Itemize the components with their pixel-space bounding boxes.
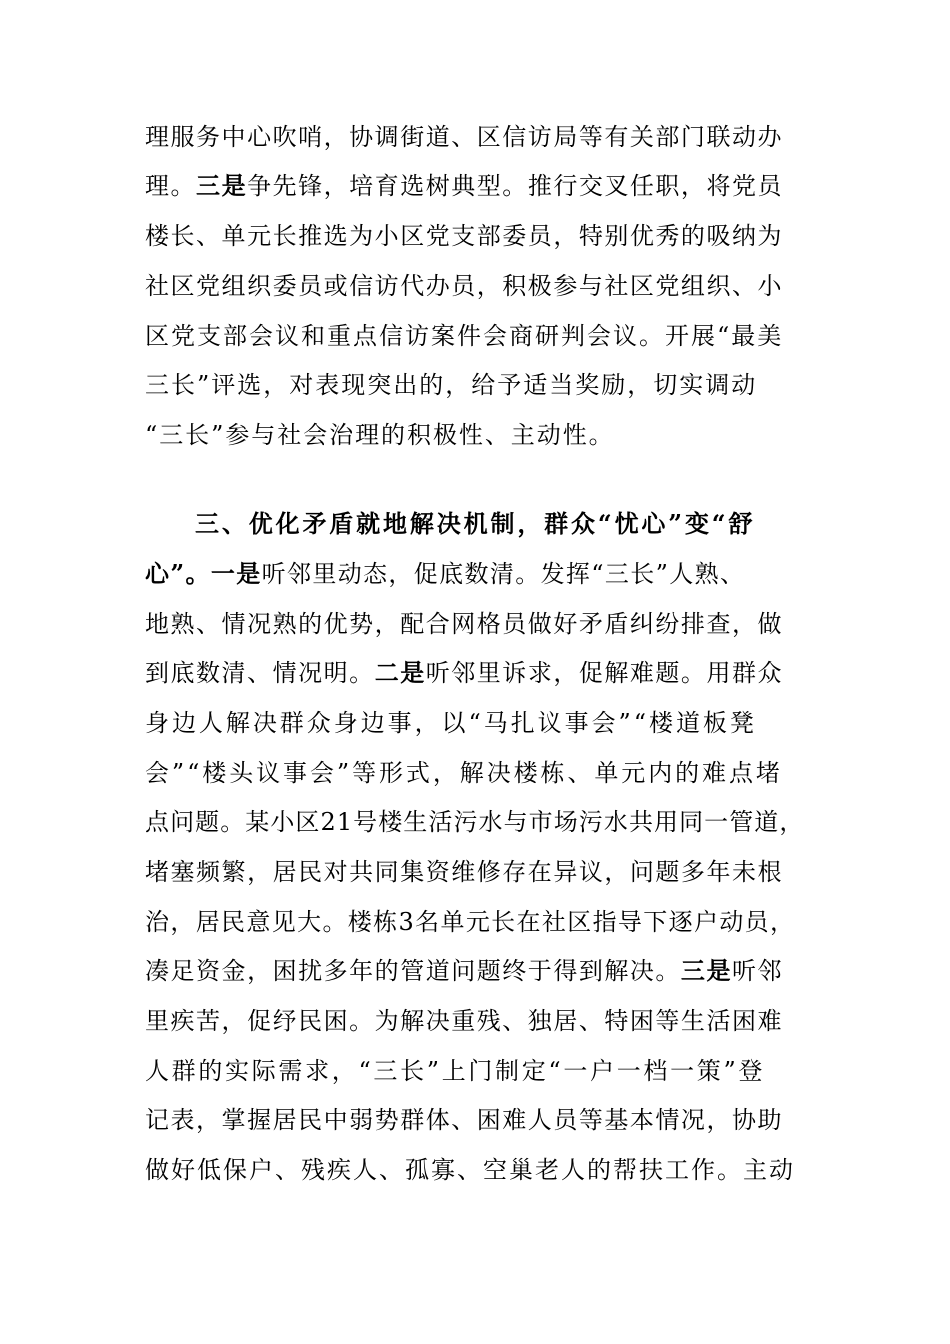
text-segment: 区党支部会议和重点信访案件会商研判会议。开展“最美	[145, 322, 784, 350]
text-segment: 里疾苦，促纾民困。为解决重残、独居、特困等生活困难	[145, 1007, 783, 1035]
text-line	[145, 122, 783, 152]
text-segment: 堵塞频繁，居民对共同集资维修存在异议，问题多年未根	[145, 858, 783, 886]
text-line	[145, 370, 757, 400]
text-line	[145, 221, 783, 251]
bold-text-segment: 三、优化矛盾就地解决机制，群众“忧心”变“舒	[195, 509, 756, 538]
text-line	[145, 321, 783, 351]
text-line	[145, 758, 783, 788]
text-segment: 治，居民意见大。楼栋3名单元长在社区指导下逐户动员，	[145, 908, 796, 936]
text-segment: 理。	[145, 172, 197, 200]
text-line	[195, 509, 755, 539]
text-segment: 争先锋，培育选树典型。推行交叉任职，将党员	[247, 172, 784, 200]
text-segment: 三长”评选，对表现突出的，给予适当奖励，切实调动	[145, 371, 758, 399]
text-line	[145, 559, 745, 589]
text-segment: 听邻里诉求，促解难题。用群众	[425, 659, 784, 687]
text-line	[145, 708, 757, 738]
text-line	[145, 171, 783, 201]
text-line	[145, 420, 615, 450]
text-segment: 人群的实际需求，“三长”上门制定“一户一档一策”登	[145, 1057, 766, 1085]
bold-text-segment: 三是	[680, 956, 732, 985]
text-segment: 身边人解决群众身边事，以“马扎议事会”“楼道板凳	[145, 709, 757, 737]
text-line	[145, 907, 795, 937]
text-line	[145, 1006, 783, 1036]
text-segment: 到底数清、情况明。	[145, 659, 375, 687]
text-segment: 听邻	[731, 957, 784, 985]
text-segment: 理服务中心吹哨，协调街道、区信访局等有关部门联动办	[145, 123, 783, 151]
bold-text-segment: 心”。一是	[145, 559, 262, 588]
text-line	[145, 956, 783, 986]
bold-text-segment: 三是	[196, 171, 248, 200]
text-line	[145, 807, 804, 837]
text-line	[145, 609, 783, 639]
text-line	[145, 1056, 765, 1086]
text-segment: 点问题。某小区21号楼生活污水与市场污水共用同一管道，	[145, 808, 805, 836]
text-segment: 做好低保户、残疾人、孤寡、空巢老人的帮扶工作。主动	[145, 1156, 795, 1184]
text-line	[145, 271, 783, 301]
text-line	[145, 1105, 783, 1135]
text-segment: 听邻里动态，促底数清。发挥“三长”人熟、	[261, 560, 746, 588]
text-segment: 会”“楼头议事会”等形式，解决楼栋、单元内的难点堵	[145, 759, 783, 787]
text-segment: 社区党组织委员或信访代办员，积极参与社区党组织、小	[145, 272, 783, 300]
text-segment: 记表，掌握居民中弱势群体、困难人员等基本情况，协助	[145, 1106, 783, 1134]
text-segment: “三长”参与社会治理的积极性、主动性。	[145, 421, 615, 449]
text-line	[145, 658, 783, 688]
text-line	[145, 1155, 795, 1185]
text-segment: 凑足资金，困扰多年的管道问题终于得到解决。	[145, 957, 681, 985]
text-line	[145, 857, 783, 887]
text-segment: 地熟、情况熟的优势，配合网格员做好矛盾纠纷排查，做	[145, 610, 783, 638]
bold-text-segment: 二是	[374, 658, 426, 687]
text-segment: 楼长、单元长推选为小区党支部委员，特别优秀的吸纳为	[145, 222, 783, 250]
